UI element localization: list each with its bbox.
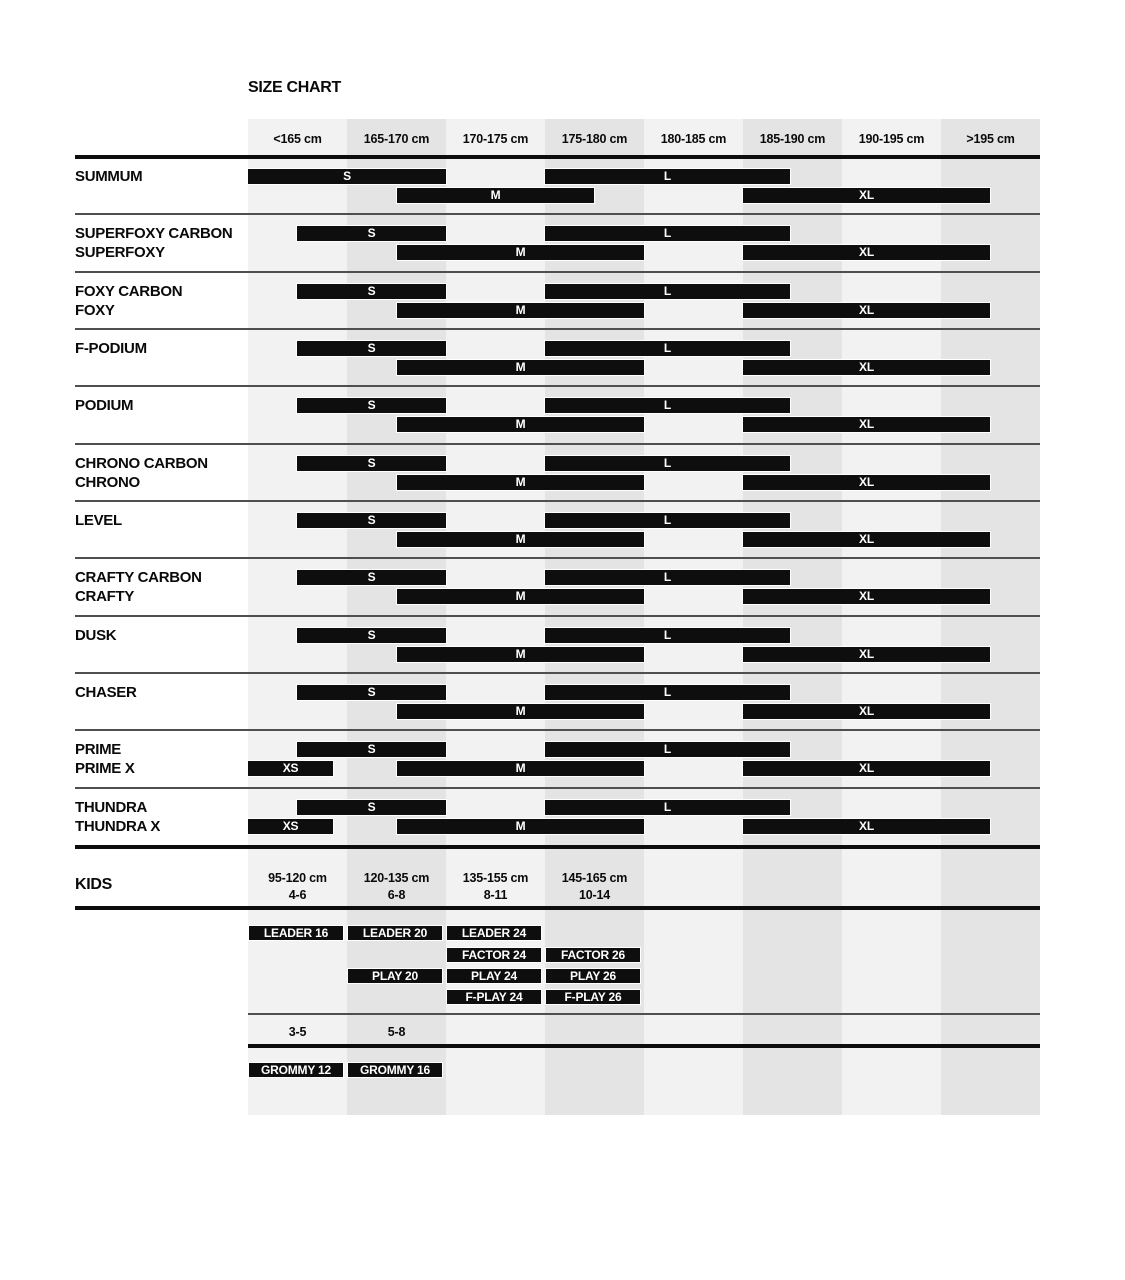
model-name: CHASER: [75, 684, 137, 701]
kids-model-bar: GROMMY 12: [249, 1063, 343, 1077]
size-bar-xl: XL: [743, 761, 990, 776]
size-bar-l: L: [545, 628, 790, 643]
size-bar-s: S: [297, 456, 446, 471]
size-bar-m: M: [397, 819, 644, 834]
height-column-stripe: [347, 119, 446, 1115]
model-name: SUPERFOXY: [75, 244, 165, 261]
size-bar-l: L: [545, 226, 790, 241]
size-bar-s: S: [297, 284, 446, 299]
kids-model-bar: GROMMY 16: [348, 1063, 442, 1077]
row-separator: [75, 672, 1040, 674]
size-bar-m: M: [397, 532, 644, 547]
kids-age-header: 5-8: [387, 1025, 406, 1039]
kids-model-bar: F-PLAY 24: [447, 990, 541, 1004]
model-name: CRAFTY: [75, 588, 135, 605]
kids-age-range: 6-8: [387, 888, 406, 902]
size-bar-l: L: [545, 513, 790, 528]
kids-age-range: 8-11: [483, 888, 508, 902]
size-bar-l: L: [545, 800, 790, 815]
model-name: PODIUM: [75, 397, 134, 414]
size-bar-xl: XL: [743, 589, 990, 604]
kids-header-rule: [75, 906, 1040, 910]
kids-model-bar: LEADER 24: [447, 926, 541, 940]
size-bar-xl: XL: [743, 360, 990, 375]
model-name: DUSK: [75, 627, 117, 644]
row-separator: [75, 787, 1040, 789]
kids-column-header: [446, 870, 545, 904]
height-column-stripe: [446, 119, 545, 1115]
size-bar-s: S: [248, 169, 446, 184]
height-column-header: 165-170 cm: [363, 132, 430, 146]
size-bar-s: S: [297, 513, 446, 528]
model-name: THUNDRA: [75, 799, 148, 816]
kids-model-bar: PLAY 24: [447, 969, 541, 983]
size-bar-l: L: [545, 284, 790, 299]
row-separator: [75, 385, 1040, 387]
size-bar-m: M: [397, 303, 644, 318]
size-bar-xl: XL: [743, 245, 990, 260]
size-bar-xl: XL: [743, 475, 990, 490]
height-column-header: 180-185 cm: [660, 132, 727, 146]
size-bar-l: L: [545, 742, 790, 757]
age-row-top-rule: [248, 1013, 1040, 1015]
model-name: CHRONO CARBON: [75, 455, 208, 472]
height-column-header: 190-195 cm: [858, 132, 925, 146]
height-column-stripe: [743, 119, 842, 1115]
model-name: SUMMUM: [75, 168, 143, 185]
kids-column-header: [347, 870, 446, 904]
size-bar-m: M: [397, 417, 644, 432]
size-bar-m: M: [397, 245, 644, 260]
kids-height-range: 120-135 cm: [363, 871, 430, 885]
size-bar-s: S: [297, 341, 446, 356]
page-title: SIZE CHART: [248, 79, 342, 96]
kids-height-range: 145-165 cm: [561, 871, 628, 885]
row-separator: [75, 615, 1040, 617]
size-bar-m: M: [397, 188, 594, 203]
kids-section-title: KIDS: [75, 876, 113, 893]
size-bar-l: L: [545, 341, 790, 356]
height-column-stripe: [842, 119, 941, 1115]
row-separator: [75, 443, 1040, 445]
kids-model-bar: PLAY 20: [348, 969, 442, 983]
height-column-header: >195 cm: [966, 132, 1015, 146]
size-bar-s: S: [297, 685, 446, 700]
row-separator: [75, 557, 1040, 559]
row-separator: [75, 328, 1040, 330]
kids-model-bar: FACTOR 26: [546, 948, 640, 962]
size-bar-l: L: [545, 169, 790, 184]
model-name: F-PODIUM: [75, 340, 147, 357]
size-bar-xl: XL: [743, 188, 990, 203]
size-bar-m: M: [397, 761, 644, 776]
size-bar-xl: XL: [743, 303, 990, 318]
height-column-header: 170-175 cm: [462, 132, 529, 146]
model-name: CRAFTY CARBON: [75, 569, 202, 586]
size-bar-xl: XL: [743, 532, 990, 547]
size-bar-l: L: [545, 456, 790, 471]
size-bar-s: S: [297, 628, 446, 643]
kids-height-range: 95-120 cm: [268, 871, 327, 885]
size-bar-l: L: [545, 685, 790, 700]
model-name: FOXY CARBON: [75, 283, 183, 300]
size-bar-s: S: [297, 800, 446, 815]
height-column-header: <165 cm: [273, 132, 322, 146]
kids-model-bar: LEADER 16: [249, 926, 343, 940]
kids-column-header: [545, 870, 644, 904]
size-bar-l: L: [545, 570, 790, 585]
size-bar-m: M: [397, 589, 644, 604]
height-column-header: 175-180 cm: [561, 132, 628, 146]
kids-model-bar: PLAY 26: [546, 969, 640, 983]
height-column-header: 185-190 cm: [759, 132, 826, 146]
row-separator: [75, 500, 1040, 502]
size-bar-xl: XL: [743, 417, 990, 432]
size-bar-s: S: [297, 226, 446, 241]
kids-model-bar: LEADER 20: [348, 926, 442, 940]
height-column-stripe: [941, 119, 1040, 1115]
model-name: CHRONO: [75, 474, 140, 491]
height-column-stripe: [545, 119, 644, 1115]
model-name: PRIME: [75, 741, 122, 758]
size-bar-xl: XL: [743, 819, 990, 834]
kids-model-bar: F-PLAY 26: [546, 990, 640, 1004]
row-separator: [75, 729, 1040, 731]
kids-age-header: 3-5: [288, 1025, 307, 1039]
adult-table-bottom-rule: [75, 845, 1040, 849]
size-bar-xs: XS: [248, 819, 333, 834]
size-bar-m: M: [397, 475, 644, 490]
size-bar-l: L: [545, 398, 790, 413]
height-column-stripe: [644, 119, 743, 1115]
model-name: LEVEL: [75, 512, 122, 529]
kids-model-bar: FACTOR 24: [447, 948, 541, 962]
kids-height-range: 135-155 cm: [462, 871, 529, 885]
size-bar-s: S: [297, 398, 446, 413]
kids-age-range: 10-14: [579, 888, 610, 902]
size-bar-xs: XS: [248, 761, 333, 776]
height-column-stripe: [248, 119, 347, 1115]
kids-column-header: [248, 870, 347, 904]
model-name: PRIME X: [75, 760, 135, 777]
row-separator: [75, 271, 1040, 273]
size-bar-xl: XL: [743, 647, 990, 662]
size-bar-s: S: [297, 570, 446, 585]
size-bar-m: M: [397, 647, 644, 662]
size-bar-m: M: [397, 360, 644, 375]
age-row-bottom-rule: [248, 1044, 1040, 1048]
size-bar-xl: XL: [743, 704, 990, 719]
header-rule: [75, 155, 1040, 159]
kids-age-range: 4-6: [288, 888, 307, 902]
size-bar-m: M: [397, 704, 644, 719]
model-name: SUPERFOXY CARBON: [75, 225, 233, 242]
model-name: FOXY: [75, 302, 115, 319]
row-separator: [75, 213, 1040, 215]
model-name: THUNDRA X: [75, 818, 161, 835]
size-bar-s: S: [297, 742, 446, 757]
